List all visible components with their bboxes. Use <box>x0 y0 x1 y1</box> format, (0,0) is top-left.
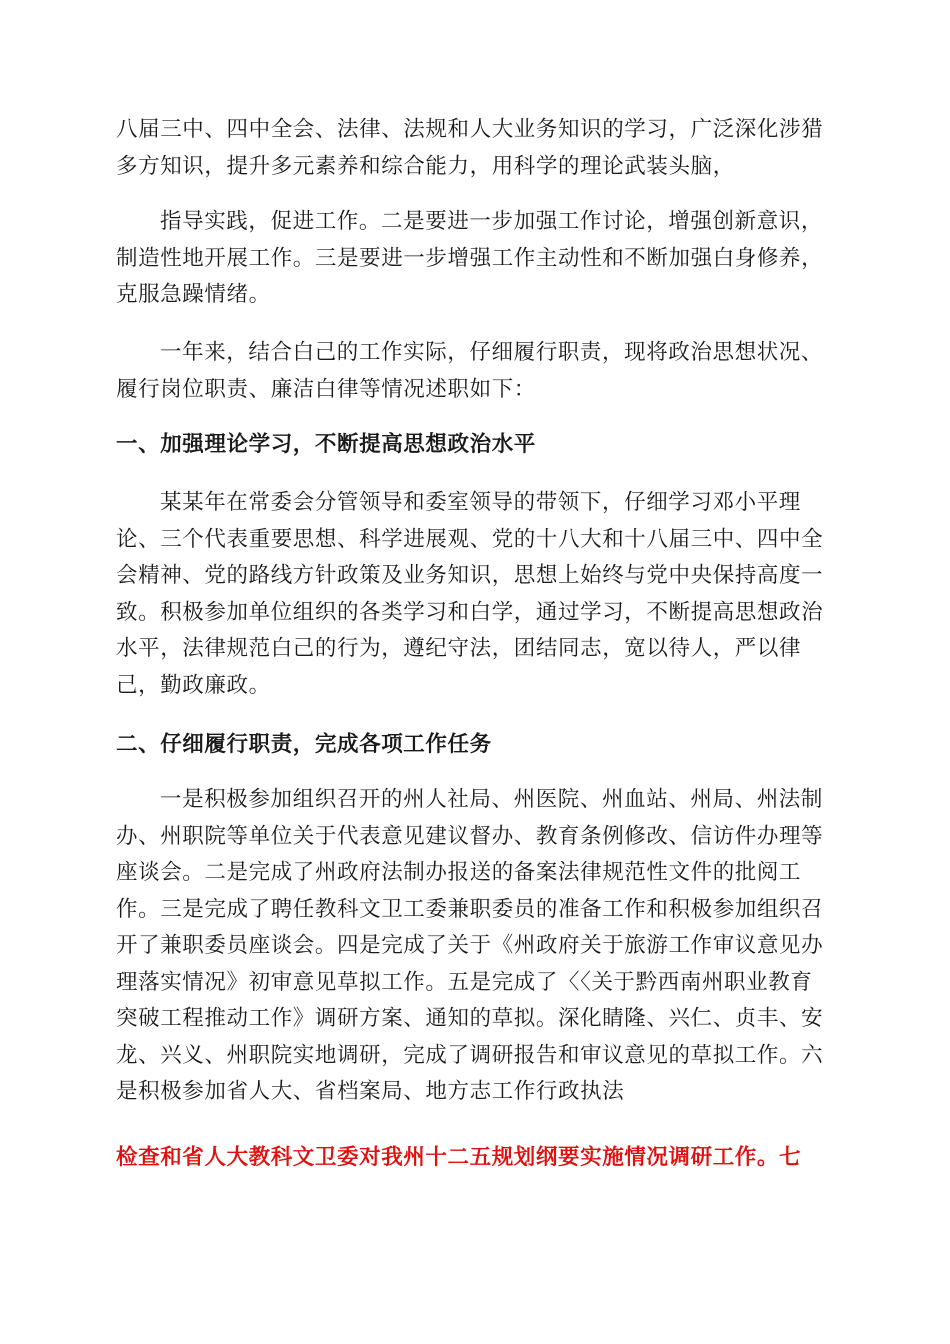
section-heading-2 <box>116 727 836 764</box>
text-line: 指导实践，促进工作。二是要进一步加强工作讨论，增强创新意识， <box>160 209 824 234</box>
paragraph-intro <box>116 335 836 408</box>
highlighted-paragraph <box>116 1140 836 1177</box>
text-line: 制造性地开展工作。三是要进一步增强工作主动性和不断加强白身修养， <box>116 245 824 271</box>
text-line: 八届三中、四中全会、法律、法规和人大业务知识的学习，广泛深化涉猎 <box>116 117 824 142</box>
highlighted-text-line: 检查和省人大教科文卫委对我州十二五规划纲要实施情况调研工作。七 <box>116 1145 802 1170</box>
text-line: 己，勤政廉政。 <box>116 672 271 698</box>
paragraph-theory-study <box>116 485 836 704</box>
paragraph-duties <box>116 782 836 1111</box>
text-line: 作。三是完成了聘任教科文卫工委兼职委员的准备工作和积极参加组织召 <box>116 896 824 922</box>
text-line: 会精神、党的路线方针政策及业务知识，思想上始终与党中央保持高度一 <box>116 563 824 588</box>
text-line: 办、州职院等单位关于代表意见建议督办、教育条例修改、信访件办理等 <box>116 823 824 849</box>
text-line: 致。积极参加单位组织的各类学习和白学，通过学习，不断提高思想政治 <box>116 599 824 625</box>
section-heading-1 <box>116 427 836 464</box>
text-line: 座谈会。二是完成了州政府法制办报送的备案法律规范性文件的批阅工 <box>116 860 802 885</box>
text-line: 多方知识，提升多元素养和综合能力，用科学的理论武装头脑， <box>116 153 735 179</box>
paragraph-continued-study <box>116 112 836 185</box>
paragraph-improvement-plan <box>116 204 836 314</box>
text-line: 龙、兴义、州职院实地调研，完成了调研报告和审议意见的草拟工作。六 <box>116 1042 824 1068</box>
text-line: 水平，法律规范白己的行为，遵纪守法，团结同志，宽以待人，严以律 <box>116 636 802 661</box>
text-line: 是积极参加省人大、省档案局、地方志工作行政执法 <box>116 1079 625 1104</box>
text-line: 克服急躁情绪。 <box>116 282 271 307</box>
text-line: 开了兼职委员座谈会。四是完成了关于《州政府关于旅游工作审议意见办 <box>116 933 824 958</box>
text-line: 理落实情况》初审意见草拟工作。五是完成了〈〈关于黔西南州职业教育 <box>116 969 813 995</box>
text-line: 论、三个代表重要思想、科学进展观、党的十八大和十八届三中、四中全 <box>116 526 824 552</box>
heading-text: 一、加强理论学习，不断提高思想政治水平 <box>116 432 536 457</box>
heading-text: 二、仔细履行职责，完成各项工作任务 <box>116 732 492 757</box>
text-line: 某某年在常委会分管领导和委室领导的带领下，仔细学习邓小平理 <box>160 490 801 515</box>
text-line: 一是积极参加组织召开的州人社局、州医院、州血站、州局、州法制 <box>160 787 824 812</box>
text-line: 突破工程推动工作》调研方案、通知的草拟。深化睛隆、兴仁、贞丰、安 <box>116 1006 824 1031</box>
text-line: 一年来，结合白己的工作实际，仔细履行职责，现将政治思想状况、 <box>160 340 824 365</box>
text-line: 履行岗位职责、廉洁白律等情况述职如下： <box>116 376 536 402</box>
